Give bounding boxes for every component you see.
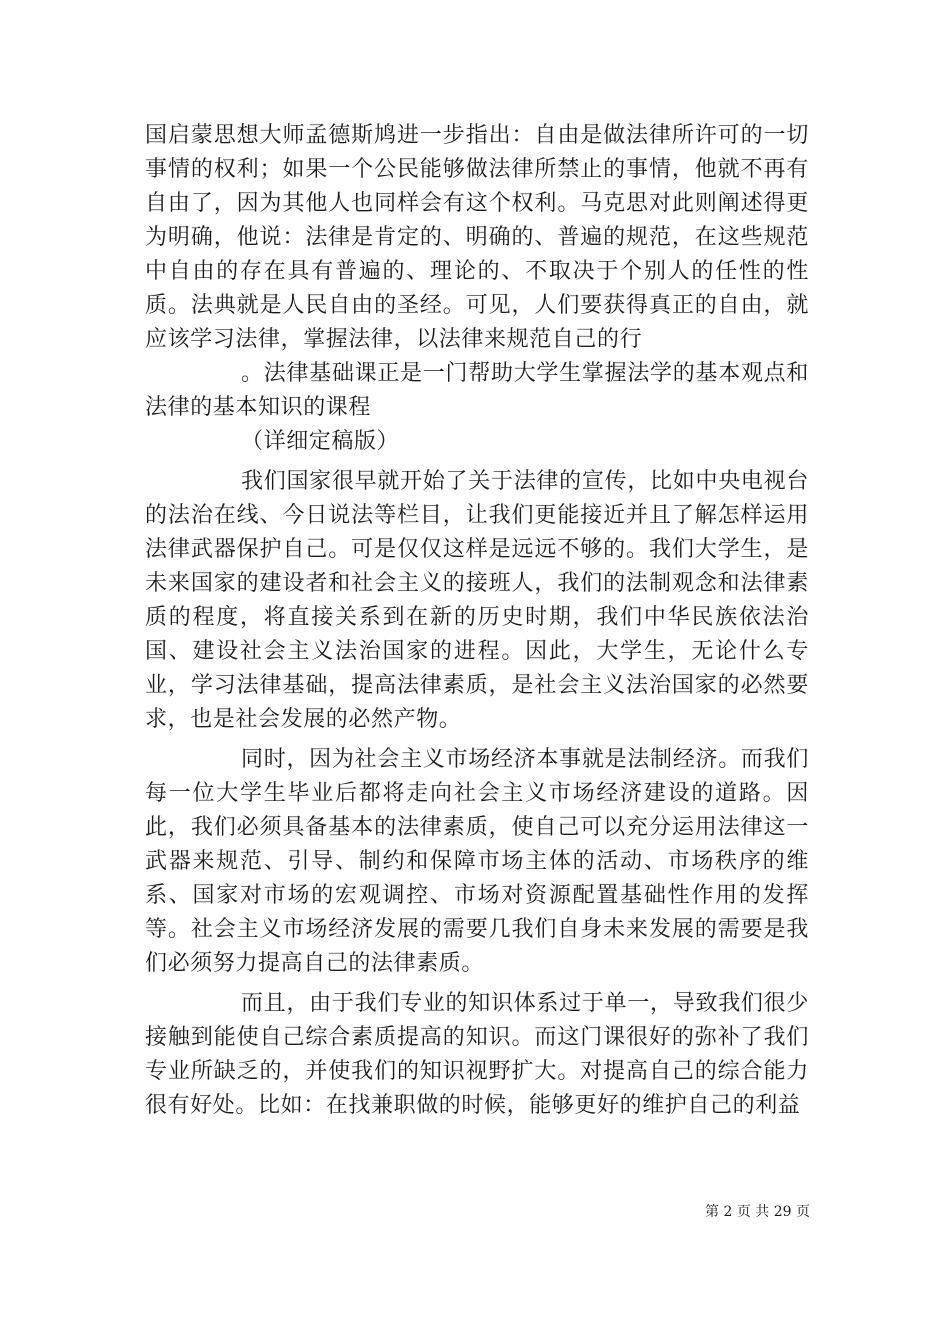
- document-page: [145, 119, 809, 1123]
- page-footer: 第 2 页 共 29 页: [705, 1204, 810, 1220]
- paragraph-1: 国启蒙思想大师孟德斯鸠进一步指出：自由是做法律所许可的一切事情的权利；如果一个公民能够做法律所禁止的事情，他就不再有自由了，因为其他人也同样会有这个权利。马克思对此则阐述得更为明确，他说：法律是肯定的、明确的、普遍的规范，在这些规范中自由的存在具有普遍的、理论的、不取决于个别人的任性的性质。法典就是人民自由的圣经。可见，人们要获得真正的自由，就应该学习法律，掌握法律，以法律来规范自己的行: [145, 123, 809, 352]
- paragraph-3: 我们国家很早就开始了关于法律的宣传，比如中央电视台的法治在线、今日说法等栏目，让我们更能接近并且了解怎样运用法律武器保护自己。可是仅仅这样是远远不够的。我们大学生，是未来国家的建设者和社会主义的接班人，我们的法制观念和法律素质的程度，将直接关系到在新的历史时期，我们中华民族依法治国、建设社会主义法治国家的进程。因此，大学生，无论什么专业，学习法律基础，提高法律素质，是社会主义法治国家的必然要求，也是社会发展的必然产物。: [145, 469, 809, 732]
- subtitle: （详细定稿版）: [241, 429, 400, 454]
- paragraph-2: 。法律基础课正是一门帮助大学生掌握法学的基本观点和法律的基本知识的课程: [145, 361, 809, 420]
- paragraph-4: 同时，因为社会主义市场经济本事就是法制经济。而我们每一位大学生毕业后都将走向社会主义市场经济建设的道路。因此，我们必须具备基本的法律素质，使自己可以充分运用法律这一武器来规范、引导、制约和保障市场主体的活动、市场秩序的维系、国家对市场的宏观调控、市场对资源配置基础性作用的发挥等。社会主义市场经济发展的需要几我们自身未来发展的需要是我们必须努力提高自己的法律素质。: [145, 747, 809, 976]
- paragraph-5: 而且，由于我们专业的知识体系过于单一，导致我们很少接触到能使自己综合素质提高的知识。而这门课很好的弥补了我们专业所缺乏的，并使我们的知识视野扩大。对提高自己的综合能力很有好处。比如：在找兼职做的时候，能够更好的维护自己的利益: [145, 991, 809, 1118]
